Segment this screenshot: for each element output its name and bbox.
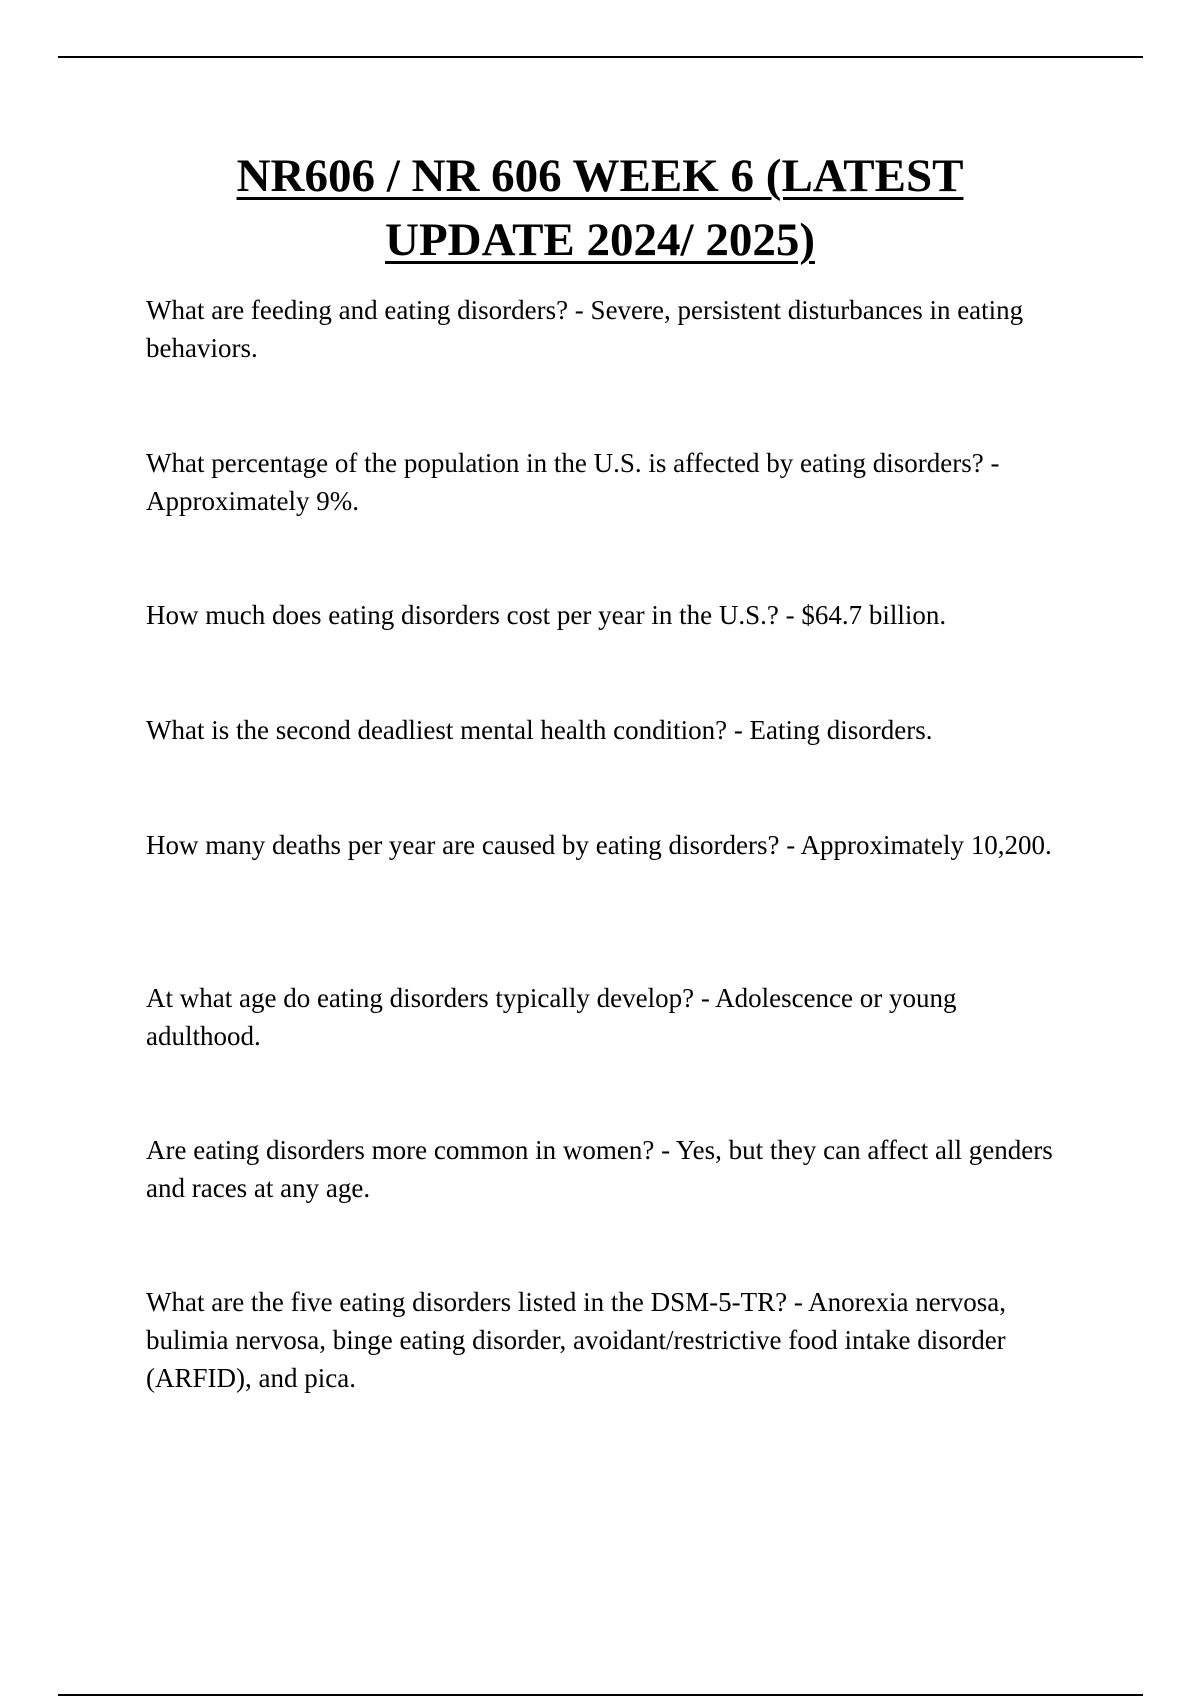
qa-item-6: At what age do eating disorders typically develop? - Adolescence or young adulthood. <box>146 983 957 1051</box>
qa-item-2: What percentage of the population in the U.S. is affected by eating disorders? - Approximately 9%. <box>146 448 1000 516</box>
qa-item-8: What are the five eating disorders listed in the DSM-5-TR? - Anorexia nervosa, bulimia nervosa, binge eating disorder, avoidant/restrictive food intake disorder (ARFID), and pica. <box>146 1287 1006 1393</box>
bottom-rule <box>58 1694 1143 1696</box>
qa-item-5: How many deaths per year are caused by eating disorders? - Approximately 10,200. <box>146 830 1052 860</box>
top-rule <box>58 56 1143 58</box>
qa-item-4: What is the second deadliest mental health condition? - Eating disorders. <box>146 715 933 745</box>
qa-item-3: How much does eating disorders cost per year in the U.S.? - $64.7 billion. <box>146 600 947 630</box>
qa-item-7: Are eating disorders more common in women? - Yes, but they can affect all genders and races at any age. <box>146 1135 1053 1203</box>
document-title: NR606 / NR 606 WEEK 6 (LATEST UPDATE 2024/ 2025) <box>236 150 964 266</box>
qa-item-1: What are feeding and eating disorders? - Severe, persistent disturbances in eating behaviors. <box>146 295 1024 363</box>
